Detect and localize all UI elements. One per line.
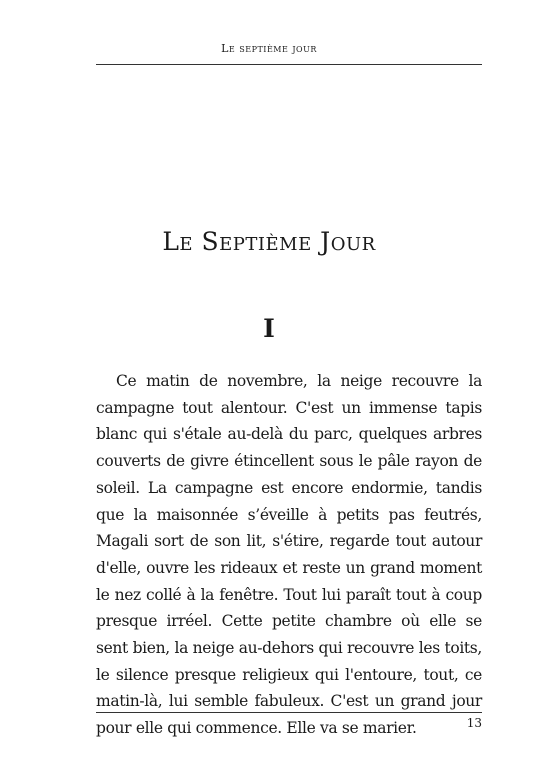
header-rule	[96, 64, 482, 65]
body-paragraph: Ce matin de novembre, la neige recouvre la campagne tout alentour. C'est un immense tapis blanc qui s'étale au-delà du parc, quelques arbres couverts de givre étincellent sous le pâle rayon de soleil. La campagne est encore endormie, tandis que la maisonnée s’éveille à petits pas feutrés, Magali sort de son lit, s'étire, regarde tout autour d'elle, ouvre les rideaux et reste un grand moment le nez collé à la fenêtre. Tout lui paraît tout à coup presque irréel. Cette petite chambre où elle se sent bien, la neige au-dehors qui recouvre les toits, le silence presque religieux qui l'entoure, tout, ce matin-là, lui semble fabuleux. C'est un grand jour pour elle qui commence. Elle va se marier.	[96, 372, 482, 738]
page-number: 13	[466, 716, 482, 730]
running-head: Le septième jour	[221, 42, 317, 55]
footer-rule	[96, 712, 482, 713]
chapter-title: Le Septième Jour	[162, 227, 376, 256]
section-numeral: I	[263, 314, 275, 343]
